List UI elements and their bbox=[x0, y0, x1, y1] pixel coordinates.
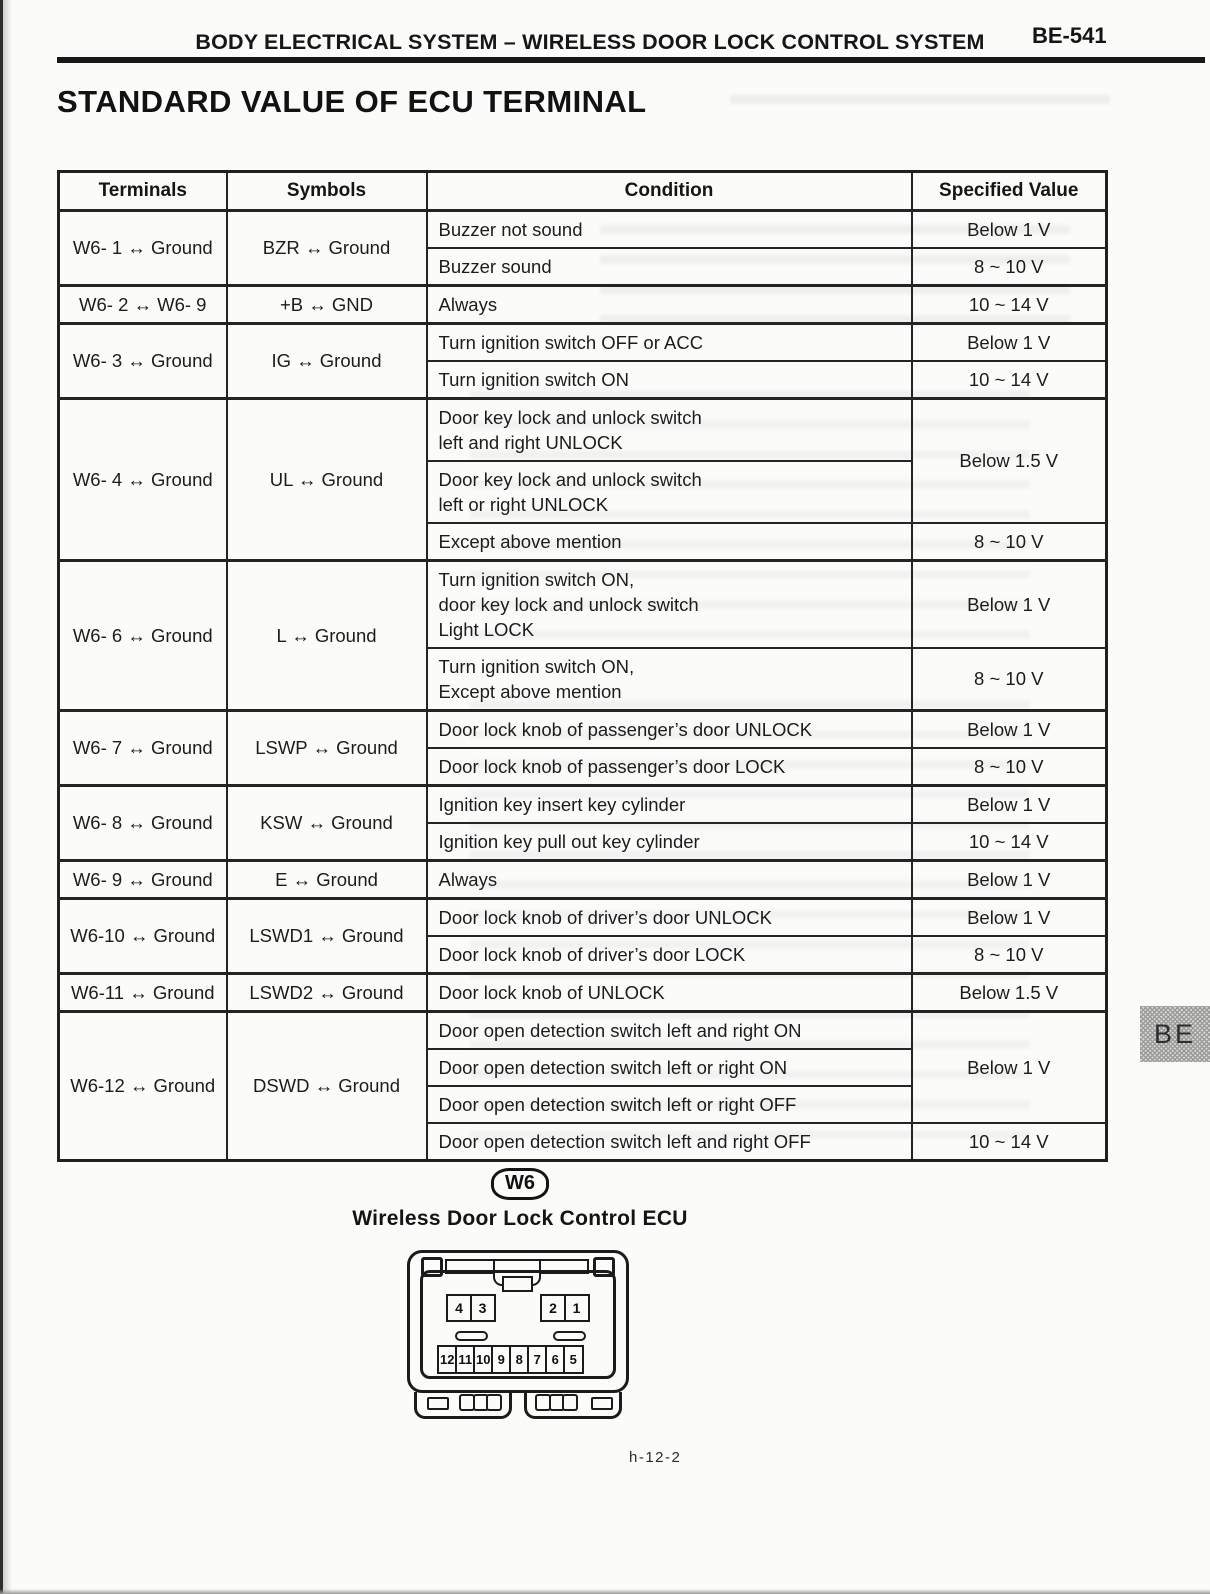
terminal-cell: W6- 8 ↔ Ground bbox=[59, 786, 227, 861]
condition-cell bbox=[427, 211, 912, 249]
condition-line: Door lock knob of passenger’s door UNLOCK bbox=[438, 719, 813, 740]
scan-edge-left-shadow bbox=[3, 0, 12, 1594]
table-row bbox=[59, 561, 1107, 649]
keying-slot-left bbox=[455, 1331, 488, 1341]
connector-foot-right bbox=[524, 1392, 622, 1419]
running-header: BODY ELECTRICAL SYSTEM – WIRELESS DOOR LOCK CONTROL SYSTEM bbox=[195, 30, 985, 54]
section-tab-label: BE bbox=[1153, 1018, 1197, 1049]
foot-comb bbox=[459, 1394, 502, 1411]
condition-cell bbox=[427, 361, 912, 399]
terminal-cell: W6- 6 ↔ Ground bbox=[59, 561, 227, 711]
table-row bbox=[59, 399, 1107, 462]
pin-cell: 1 bbox=[564, 1294, 590, 1322]
condition-line: Door lock knob of UNLOCK bbox=[438, 982, 665, 1003]
connector-foot-left bbox=[414, 1392, 512, 1419]
condition-line: Turn ignition switch OFF or ACC bbox=[438, 332, 704, 353]
condition-cell bbox=[427, 823, 912, 861]
column-header: Specified Value bbox=[912, 172, 1107, 211]
header-rule bbox=[57, 57, 1205, 63]
pin-row-bottom bbox=[437, 1345, 584, 1374]
section-tab bbox=[1140, 1006, 1210, 1062]
symbol-cell: DSWD ↔ Ground bbox=[227, 1012, 427, 1161]
column-header: Condition bbox=[427, 172, 912, 211]
symbol-cell: LSWD2 ↔ Ground bbox=[227, 974, 427, 1012]
terminal-cell: W6-11 ↔ Ground bbox=[59, 974, 227, 1012]
condition-line: left and right UNLOCK bbox=[438, 432, 623, 453]
condition-line: Turn ignition switch ON bbox=[438, 369, 630, 390]
connector-id-badge: W6 bbox=[491, 1168, 549, 1200]
condition-cell bbox=[427, 786, 912, 824]
condition-line: Always bbox=[438, 294, 498, 315]
specified-value-cell: 8 ~ 10 V bbox=[912, 648, 1107, 711]
condition-line: Ignition key pull out key cylinder bbox=[438, 831, 700, 852]
condition-line: Except above mention bbox=[438, 681, 622, 702]
bleedthrough-smudge bbox=[730, 95, 1110, 123]
condition-cell bbox=[427, 523, 912, 561]
table-head bbox=[59, 172, 1107, 211]
pin-cell: 6 bbox=[545, 1345, 566, 1374]
pin-group-top-left bbox=[446, 1294, 496, 1322]
condition-cell bbox=[427, 648, 912, 711]
condition-line: Door open detection switch left or right ON bbox=[438, 1057, 788, 1078]
specified-value-cell: Below 1 V bbox=[912, 899, 1107, 937]
specified-value-cell: Below 1 V bbox=[912, 324, 1107, 362]
condition-cell bbox=[427, 1049, 912, 1086]
figure-code: h-12-2 bbox=[629, 1449, 682, 1466]
symbol-cell: UL ↔ Ground bbox=[227, 399, 427, 561]
condition-line: left or right UNLOCK bbox=[438, 494, 609, 515]
pin-cell: 2 bbox=[540, 1294, 566, 1322]
page-number: BE-541 bbox=[1032, 23, 1107, 48]
table-row bbox=[59, 786, 1107, 824]
terminal-cell: W6- 7 ↔ Ground bbox=[59, 711, 227, 786]
symbol-cell: LSWD1 ↔ Ground bbox=[227, 899, 427, 974]
pin-cell: 8 bbox=[509, 1345, 530, 1374]
symbol-cell: L ↔ Ground bbox=[227, 561, 427, 711]
pin-cell: 4 bbox=[446, 1294, 472, 1322]
condition-cell bbox=[427, 899, 912, 937]
scan-edge-bottom bbox=[0, 1589, 1210, 1594]
terminal-cell: W6-12 ↔ Ground bbox=[59, 1012, 227, 1161]
terminal-cell: W6-10 ↔ Ground bbox=[59, 899, 227, 974]
table-row bbox=[59, 1012, 1107, 1050]
condition-cell bbox=[427, 1012, 912, 1050]
condition-cell bbox=[427, 324, 912, 362]
specified-value-cell: Below 1 V bbox=[912, 786, 1107, 824]
pin-group-top-right bbox=[540, 1294, 590, 1322]
pin-cell: 11 bbox=[455, 1345, 476, 1374]
condition-cell bbox=[427, 1123, 912, 1161]
condition-line: Ignition key insert key cylinder bbox=[438, 794, 686, 815]
terminal-cell: W6- 4 ↔ Ground bbox=[59, 399, 227, 561]
condition-cell bbox=[427, 936, 912, 974]
terminal-cell: W6- 1 ↔ Ground bbox=[59, 211, 227, 286]
condition-cell bbox=[427, 286, 912, 324]
terminal-cell: W6- 2 ↔ W6- 9 bbox=[59, 286, 227, 324]
header-row bbox=[59, 172, 1107, 211]
page-title: STANDARD VALUE OF ECU TERMINAL bbox=[57, 84, 647, 119]
specified-value-cell: Below 1 V bbox=[912, 711, 1107, 749]
condition-cell bbox=[427, 1086, 912, 1123]
ecu-terminal-table bbox=[57, 170, 1108, 1162]
column-header: Symbols bbox=[227, 172, 427, 211]
connector-figure bbox=[320, 1168, 720, 1424]
symbol-cell: BZR ↔ Ground bbox=[227, 211, 427, 286]
condition-line: Door lock knob of passenger’s door LOCK bbox=[438, 756, 786, 777]
pin-cell: 5 bbox=[563, 1345, 584, 1374]
specified-value-cell: 8 ~ 10 V bbox=[912, 523, 1107, 561]
condition-line: Door lock knob of driver’s door LOCK bbox=[438, 944, 746, 965]
specified-value-cell: 8 ~ 10 V bbox=[912, 248, 1107, 286]
condition-line: Door lock knob of driver’s door UNLOCK bbox=[438, 907, 772, 928]
condition-cell bbox=[427, 248, 912, 286]
symbol-cell: +B ↔ GND bbox=[227, 286, 427, 324]
condition-cell bbox=[427, 974, 912, 1012]
specified-value-cell: Below 1 V bbox=[912, 1012, 1107, 1124]
connector-diagram bbox=[405, 1246, 635, 1424]
table-row bbox=[59, 324, 1107, 362]
foot-slot bbox=[427, 1397, 449, 1410]
specified-value-cell: 10 ~ 14 V bbox=[912, 361, 1107, 399]
condition-line: Buzzer not sound bbox=[438, 219, 583, 240]
foot-slot bbox=[591, 1397, 613, 1410]
symbol-cell: LSWP ↔ Ground bbox=[227, 711, 427, 786]
table-row bbox=[59, 211, 1107, 249]
condition-line: Door open detection switch left and right OFF bbox=[438, 1131, 811, 1152]
pin-cell: 3 bbox=[470, 1294, 496, 1322]
specified-value-cell: 10 ~ 14 V bbox=[912, 823, 1107, 861]
condition-cell bbox=[427, 561, 912, 649]
table-row bbox=[59, 899, 1107, 937]
condition-line: Light LOCK bbox=[438, 619, 535, 640]
condition-line: Door key lock and unlock switch bbox=[438, 469, 702, 490]
condition-line: Turn ignition switch ON, bbox=[438, 656, 635, 677]
keying-slot-right bbox=[553, 1331, 586, 1341]
condition-line: door key lock and unlock switch bbox=[438, 594, 699, 615]
table-row bbox=[59, 286, 1107, 324]
specified-value-cell: Below 1 V bbox=[912, 561, 1107, 649]
table-wrapper bbox=[57, 170, 1105, 1162]
pin-cell: 9 bbox=[491, 1345, 512, 1374]
condition-line: Door open detection switch left or right OFF bbox=[438, 1094, 797, 1115]
table-row bbox=[59, 974, 1107, 1012]
foot-comb bbox=[535, 1394, 578, 1411]
terminal-cell: W6- 3 ↔ Ground bbox=[59, 324, 227, 399]
table-row bbox=[59, 861, 1107, 899]
condition-cell bbox=[427, 748, 912, 786]
symbol-cell: IG ↔ Ground bbox=[227, 324, 427, 399]
specified-value-cell: Below 1.5 V bbox=[912, 399, 1107, 524]
condition-line: Turn ignition switch ON, bbox=[438, 569, 635, 590]
condition-line: Always bbox=[438, 869, 498, 890]
condition-line: Door key lock and unlock switch bbox=[438, 407, 702, 428]
specified-value-cell: Below 1 V bbox=[912, 861, 1107, 899]
condition-cell bbox=[427, 861, 912, 899]
table-row bbox=[59, 711, 1107, 749]
terminal-cell: W6- 9 ↔ Ground bbox=[59, 861, 227, 899]
specified-value-cell: 10 ~ 14 V bbox=[912, 286, 1107, 324]
specified-value-cell: Below 1.5 V bbox=[912, 974, 1107, 1012]
condition-line: Door open detection switch left and right ON bbox=[438, 1020, 802, 1041]
condition-line: Buzzer sound bbox=[438, 256, 552, 277]
symbol-cell: KSW ↔ Ground bbox=[227, 786, 427, 861]
pin-cell: 7 bbox=[527, 1345, 548, 1374]
pin-cell: 12 bbox=[437, 1345, 458, 1374]
specified-value-cell: 8 ~ 10 V bbox=[912, 748, 1107, 786]
table-body bbox=[59, 211, 1107, 1161]
condition-line: Except above mention bbox=[438, 531, 622, 552]
condition-cell bbox=[427, 399, 912, 462]
condition-cell bbox=[427, 711, 912, 749]
specified-value-cell: 10 ~ 14 V bbox=[912, 1123, 1107, 1161]
pin-cell: 10 bbox=[473, 1345, 494, 1374]
column-header: Terminals bbox=[59, 172, 227, 211]
figure-label: Wireless Door Lock Control ECU bbox=[352, 1207, 688, 1230]
specified-value-cell: Below 1 V bbox=[912, 211, 1107, 249]
specified-value-cell: 8 ~ 10 V bbox=[912, 936, 1107, 974]
symbol-cell: E ↔ Ground bbox=[227, 861, 427, 899]
condition-cell bbox=[427, 461, 912, 523]
